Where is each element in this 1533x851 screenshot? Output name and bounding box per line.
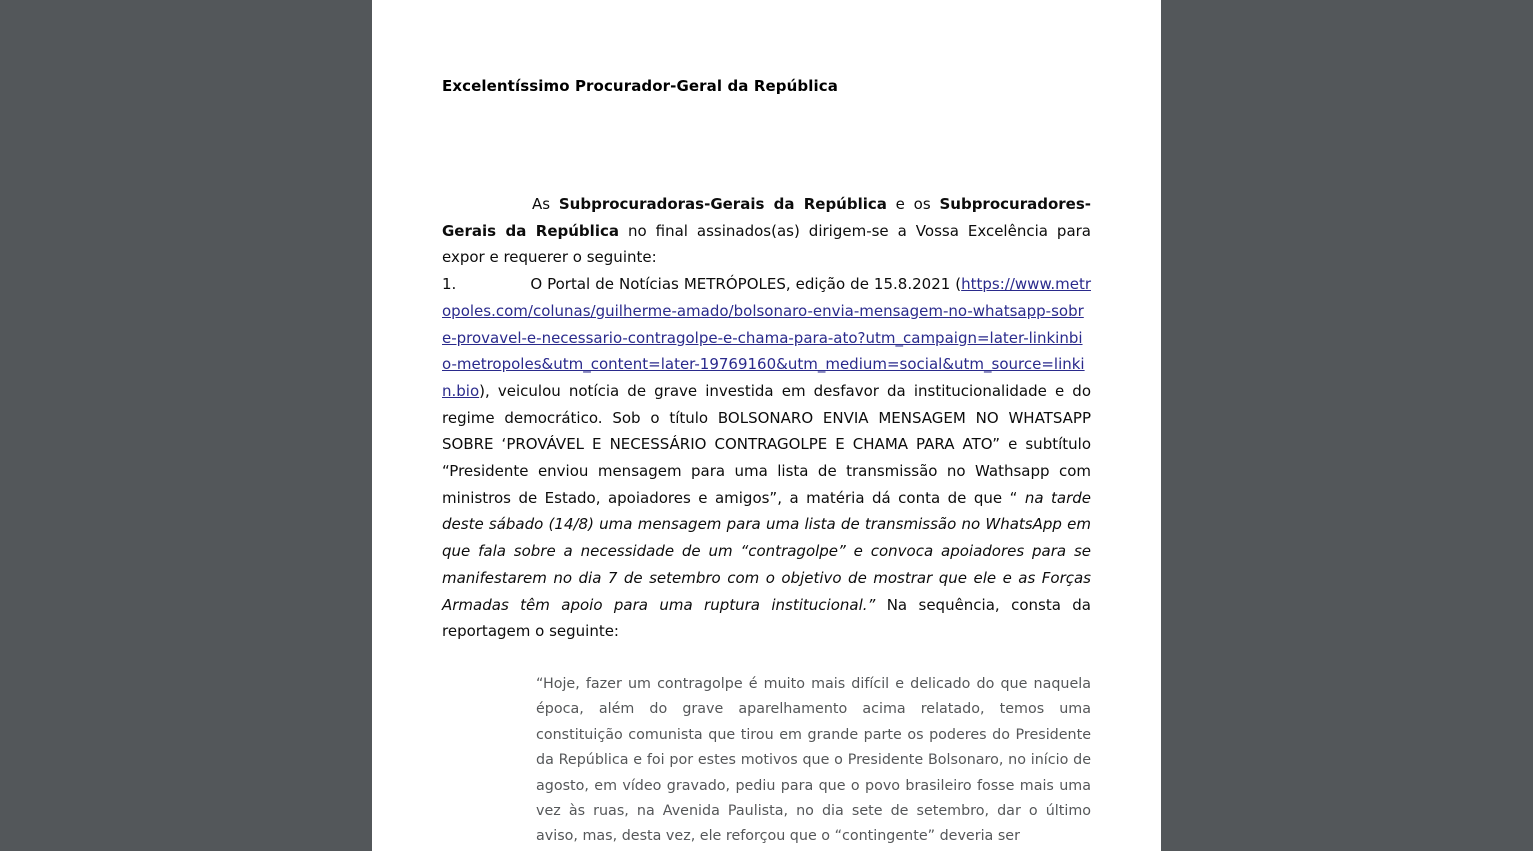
page-title: Excelentíssimo Procurador-Geral da República <box>442 77 838 95</box>
article-blockquote: “Hoje, fazer um contragolpe é muito mais difícil e delicado do que naquela época, além do grave aparelhamento acima relatado, temos uma constituição comunista que tirou em grande parte os poderes do Presidente da República e foi por estes motivos que o Presidente Bolsonaro, no início de agosto, em vídeo gravado, pediu para que o povo brasileiro fosse mais uma vez às ruas, na Avenida Paulista, no dia sete de setembro, dar o último aviso, mas, desta vez, ele reforçou que o “contingente” deveria ser <box>536 675 1091 845</box>
metropoles-article-link[interactable]: https://www.metropoles.com/colunas/guilherme-amado/bolsonaro-envia-mensagem-no-whatsapp-sobre-provavel-e-necessario-contragolpe-e-chama-para-ato?utm_campaign=later-linkinbio-metropoles&utm_content=later-19769160&utm_medium=social&utm_source=linkin.bio <box>442 275 1091 400</box>
article-italic-quote: na tarde deste sábado (14/8) uma mensagem para uma lista de transmissão no WhatsApp em que fala sobre a necessidade de um “contragolpe” e convoca apoiadores para se manifestarem no dia 7 de setembro com o objetivo de mostrar que ele e as Forças Armadas têm apoio para uma ruptura institucional.” <box>442 488 1091 614</box>
blockquote-spacer <box>442 645 1091 672</box>
opening-paragraph <box>442 191 1091 271</box>
item-lead-text: O Portal de Notícias METRÓPOLES, edição de 15.8.2021 ( <box>530 275 962 294</box>
item-number: 1. <box>442 275 457 294</box>
opening-bold-subprocuradoras: Subprocuradoras-Gerais da República <box>558 195 887 213</box>
document-page <box>372 0 1161 851</box>
opening-prefix: As <box>532 195 559 213</box>
heading-spacer <box>442 96 1091 191</box>
opening-bold-subprocuradores: Subprocuradores-Gerais da República <box>442 195 1091 240</box>
item-tail-text: Na sequência, consta da reportagem o seguinte: <box>442 595 1091 641</box>
item-after-link-text: ), veiculou notícia de grave investida em desfavor da institucionalidade e do regime democrático. Sob o título BOLSONARO ENVIA MENSAGEM NO WHATSAPP SOBRE ‘PROVÁVEL E NECESSÁRIO CONTRAGOLPE E CHAMA PARA ATO” e subtítulo “Presidente enviou mensagem para uma lista de transmissão no Wathsapp com ministros de Estado, apoiadores e amigos”, a matéria dá conta de que “ <box>442 381 1091 507</box>
numbered-item-1 <box>442 271 1091 645</box>
opening-suffix: no final assinados(as) dirigem-se a Vossa Excelência para expor e requerer o seguinte: <box>442 221 1091 267</box>
opening-middle: e os <box>886 195 940 213</box>
